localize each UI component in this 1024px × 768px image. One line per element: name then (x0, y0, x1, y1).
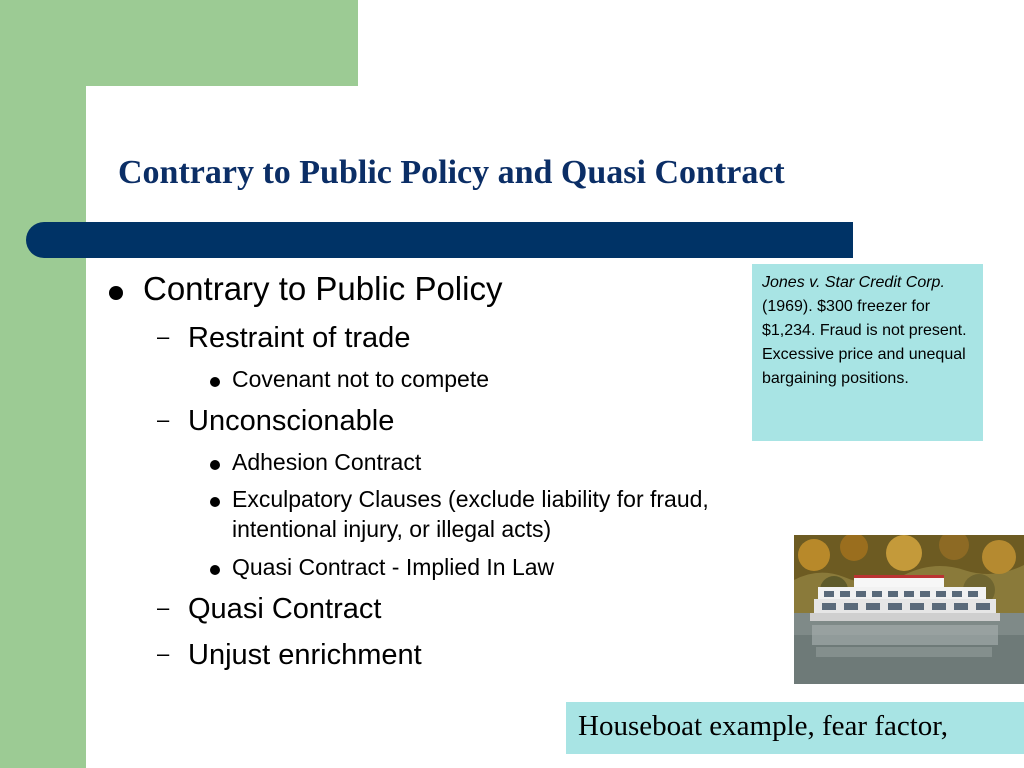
case-callout (752, 264, 983, 441)
dash-marker: – (157, 595, 170, 620)
bullet-unjust-enrichment: Unjust enrichment (188, 639, 422, 671)
dash-marker: – (157, 641, 170, 666)
dash-marker: – (157, 324, 170, 349)
bullet-adhesion-contract: Adhesion Contract (232, 449, 422, 475)
title-divider-bar (26, 222, 853, 258)
houseboat-photo (794, 535, 1024, 684)
bullet-contrary-to-public-policy: Contrary to Public Policy (143, 270, 503, 307)
bullet-covenant-not-to-compete: Covenant not to compete (232, 366, 489, 392)
bullet-quasi-contract-implied: Quasi Contract - Implied In Law (232, 554, 555, 580)
case-name: Jones v. Star Credit Corp. (762, 274, 945, 291)
slide-title: Contrary to Public Policy and Quasi Contract (118, 154, 785, 191)
houseboat-caption: Houseboat example, fear factor, (566, 702, 1024, 754)
bullet-unconscionable: Unconscionable (188, 405, 395, 437)
bullet-exculpatory-clauses-cont: intentional injury, or illegal acts) (232, 516, 552, 542)
dash-marker: – (157, 407, 170, 432)
case-description: (1969). $300 freezer for $1,234. Fraud is not present. Excessive price and unequal bargaining positions. (762, 298, 967, 387)
bullet-exculpatory-clauses: Exculpatory Clauses (exclude liability for fraud, (232, 486, 709, 512)
green-sidebar (0, 0, 86, 768)
bullet-quasi-contract: Quasi Contract (188, 593, 382, 625)
bullet-restraint-of-trade: Restraint of trade (188, 322, 411, 354)
